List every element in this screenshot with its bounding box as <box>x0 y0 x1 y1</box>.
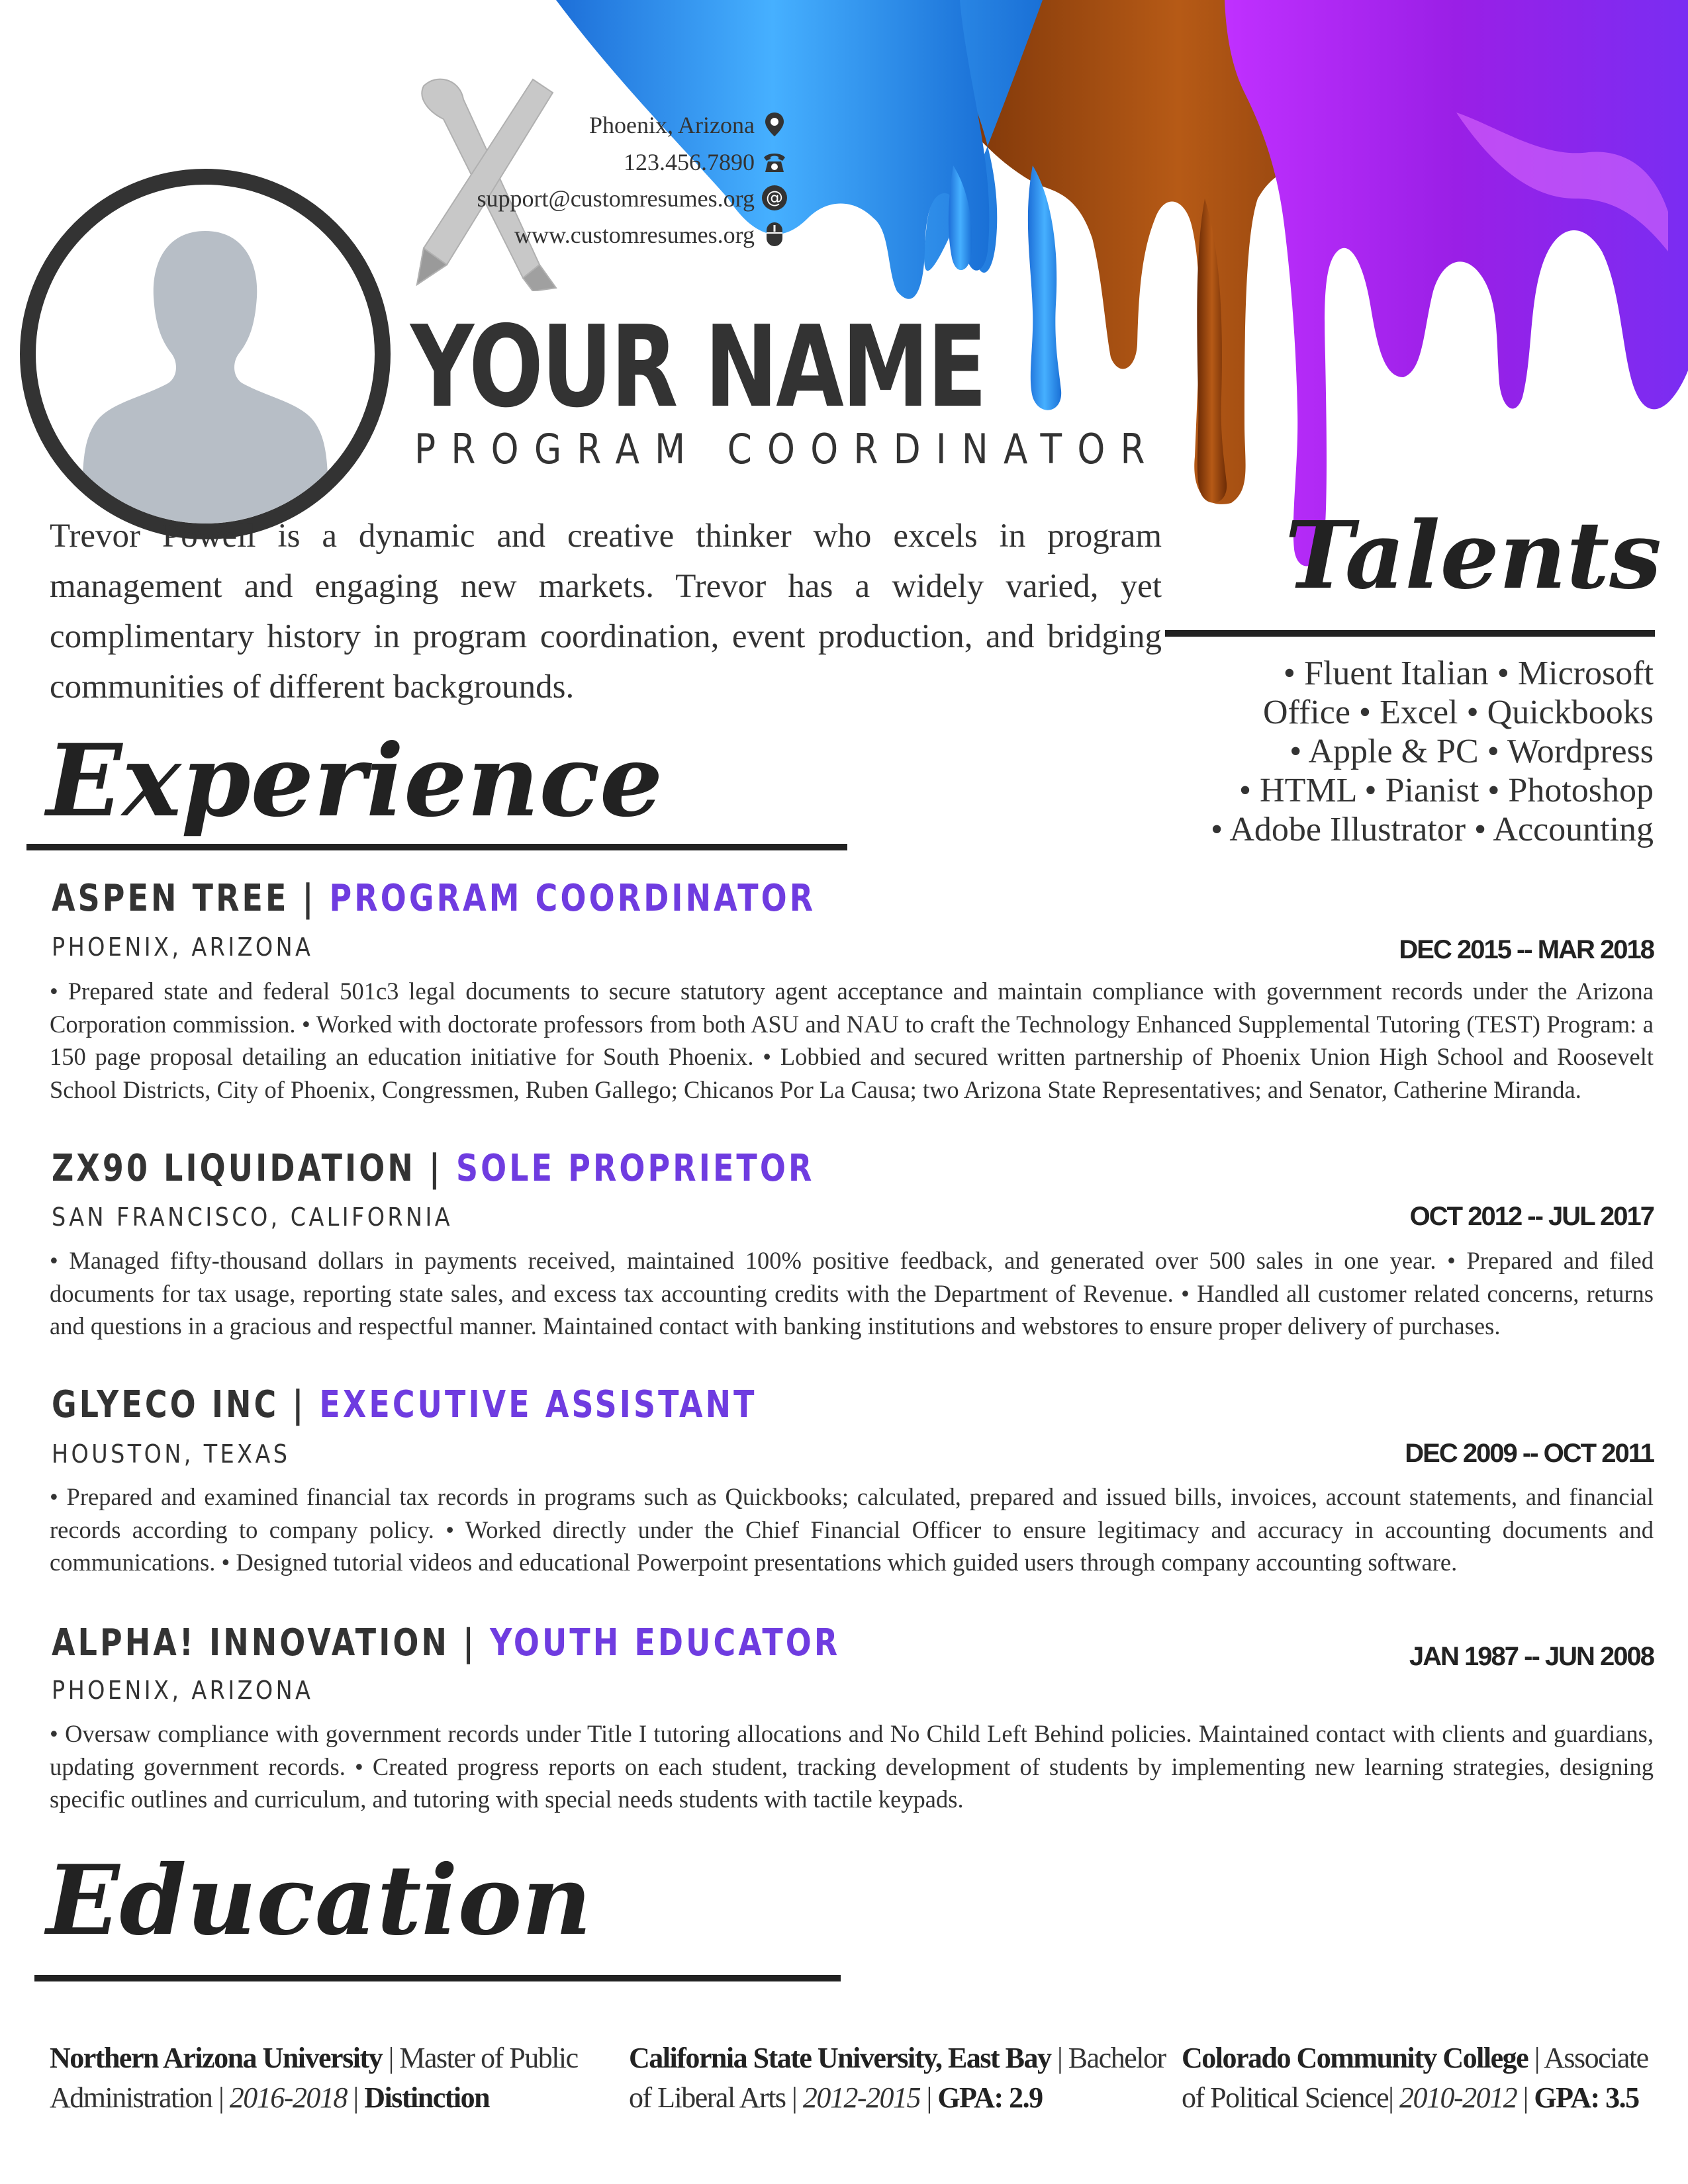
job-location: HOUSTON, TEXAS <box>52 1439 291 1469</box>
education-degree-cont: Administration <box>50 2081 212 2114</box>
talents-divider <box>1165 630 1655 637</box>
education-school: Colorado Community College <box>1182 2042 1528 2074</box>
location-pin-icon <box>761 111 788 138</box>
talents-line: • Adobe Illustrator • Accounting <box>1211 811 1654 848</box>
job-dates: OCT 2012 -- JUL 2017 <box>1409 1202 1654 1231</box>
education-divider <box>34 1975 841 1981</box>
job-company: ALPHA! INNOVATION <box>52 1621 450 1664</box>
talents-line: Office • Excel • Quickbooks <box>1263 694 1654 731</box>
job-company: ASPEN TREE <box>52 877 289 920</box>
education-heading: Education <box>46 1844 592 1957</box>
job-role: SOLE PROPRIETOR <box>455 1147 815 1190</box>
education-degree-cont: of Liberal Arts <box>629 2081 786 2114</box>
contact-phone: 123.456.7890 <box>624 149 755 175</box>
education-entry: California State University, East Bay | Bachelor of Liberal Arts | 2012-2015 | GPA: 2.9 <box>629 2042 1166 2114</box>
talents-list <box>1150 654 1654 849</box>
job-dates: JAN 1987 -- JUN 2008 <box>1409 1642 1654 1671</box>
education-degree-cont: of Political Science <box>1182 2081 1389 2114</box>
pencil-brush-icon <box>397 66 569 291</box>
talents-line: • Fluent Italian • Microsoft <box>1283 655 1654 692</box>
talents-line: • Apple & PC • Wordpress <box>1289 733 1654 770</box>
profile-summary: Trevor Powell is a dynamic and creative thinker who excels in program management and engaging new markets. Trevor has a widely varied, yet complimentary history in program coordination, event production, and bridging communities of different backgrounds. <box>50 518 1162 705</box>
education-extra: GPA: 2.9 <box>937 2081 1043 2114</box>
job-heading <box>52 1383 757 1426</box>
education-years: 2010-2012 <box>1399 2081 1517 2114</box>
talents-heading: Talents <box>1284 502 1662 610</box>
education-extra: GPA: 3.5 <box>1534 2081 1639 2114</box>
job-description: • Prepared state and federal 501c3 legal documents to secure statutory agent acceptance and maintain compliance with government records under the Arizona Corporation commission. • Worked with doctorate professors from both ASU and NAU to craft the Technology Enhanced Supplemental Tutoring (TEST) Program: a 150 page proposal detailing an education initiative for South Phoenix. • Lobbied and secured written partnership of Phoenix Union High School and Roosevelt School Districts, City of Phoenix, Congressmen, Ruben Gallego; Chicanos Por La Causa; two Arizona State Representatives; and Senator, Catherine Miranda. <box>50 978 1654 1103</box>
job-role: EXECUTIVE ASSISTANT <box>319 1383 757 1426</box>
job-location: PHOENIX, ARIZONA <box>52 933 314 962</box>
education-degree: Master of Public <box>399 2042 578 2074</box>
job-heading <box>52 1621 841 1664</box>
education-years: 2016-2018 <box>229 2081 347 2114</box>
job-company: GLYECO INC <box>52 1383 279 1426</box>
profile-photo <box>20 169 391 539</box>
job-company: ZX90 LIQUIDATION <box>52 1147 416 1190</box>
talents-line: • HTML • Pianist • Photoshop <box>1239 772 1654 809</box>
profile-silhouette-icon <box>36 185 375 523</box>
mouse-icon <box>761 221 788 248</box>
education-degree: Bachelor <box>1068 2042 1166 2074</box>
job-dates: DEC 2009 -- OCT 2011 <box>1405 1439 1654 1468</box>
education-degree: Associate <box>1544 2042 1648 2074</box>
job-separator: | <box>463 1621 477 1664</box>
experience-divider <box>26 844 847 850</box>
education-school: Northern Arizona University <box>50 2042 383 2074</box>
job-heading <box>52 877 816 920</box>
candidate-title: PROGRAM COORDINATOR <box>414 425 1160 473</box>
job-role: YOUTH EDUCATOR <box>490 1621 841 1664</box>
job-description: • Oversaw compliance with government records under Title I tutoring allocations and No Child Left Behind policies. Maintained contact with clients and guardians, updating government records. • Created progress reports on each student, tracking development of students by implementing new learning strategies, designing specific outlines and curriculum, and tutoring with special needs students with tactile keypads. <box>50 1720 1654 1813</box>
contact-email[interactable]: support@customresumes.org <box>477 185 755 212</box>
education-entry: Colorado Community College | Associate of Political Science| 2010-2012 | GPA: 3.5 <box>1182 2042 1648 2114</box>
email-icon <box>761 185 788 211</box>
job-separator: | <box>429 1147 443 1190</box>
job-separator: | <box>302 877 316 920</box>
contact-location: Phoenix, Arizona <box>589 112 755 138</box>
job-location: SAN FRANCISCO, CALIFORNIA <box>52 1203 453 1232</box>
job-description: • Managed fifty-thousand dollars in payments received, maintained 100% positive feedback, and generated over 500 sales in one year. • Prepared and filed documents for tax usage, reporting state sales, and excess tax accounting credits with the Department of Revenue. • Handled all customer related concerns, returns and questions in a gracious and respectful manner. Maintained contact with banking institutions and webstores to ensure proper delivery of purchases. <box>50 1247 1654 1340</box>
job-dates: DEC 2015 -- MAR 2018 <box>1399 935 1654 964</box>
phone-icon <box>761 148 788 175</box>
contact-website[interactable]: www.customresumes.org <box>514 222 755 248</box>
candidate-name: YOUR NAME <box>410 302 986 433</box>
job-heading <box>52 1147 815 1190</box>
experience-heading: Experience <box>46 723 663 839</box>
job-role: PROGRAM COORDINATOR <box>329 877 816 920</box>
education-entry: Northern Arizona University | Master of Public Administration | 2016-2018 | Distinction <box>50 2042 578 2114</box>
job-location: PHOENIX, ARIZONA <box>52 1676 314 1705</box>
job-description: • Prepared and examined financial tax records in programs such as Quickbooks; calculated, prepared and issued bills, invoices, account statements, and financial records according to company policy. • Worked directly under the Chief Financial Officer to ensure legitimacy and accuracy in accounting documents and communications. • Designed tutorial videos and educational Powerpoint presentations which guided users through company accounting software. <box>50 1483 1654 1576</box>
job-separator: | <box>292 1383 306 1426</box>
svg-text:@: @ <box>766 188 783 208</box>
education-school: California State University, East Bay <box>629 2042 1051 2074</box>
education-years: 2012-2015 <box>802 2081 921 2114</box>
education-extra: Distinction <box>364 2081 490 2114</box>
